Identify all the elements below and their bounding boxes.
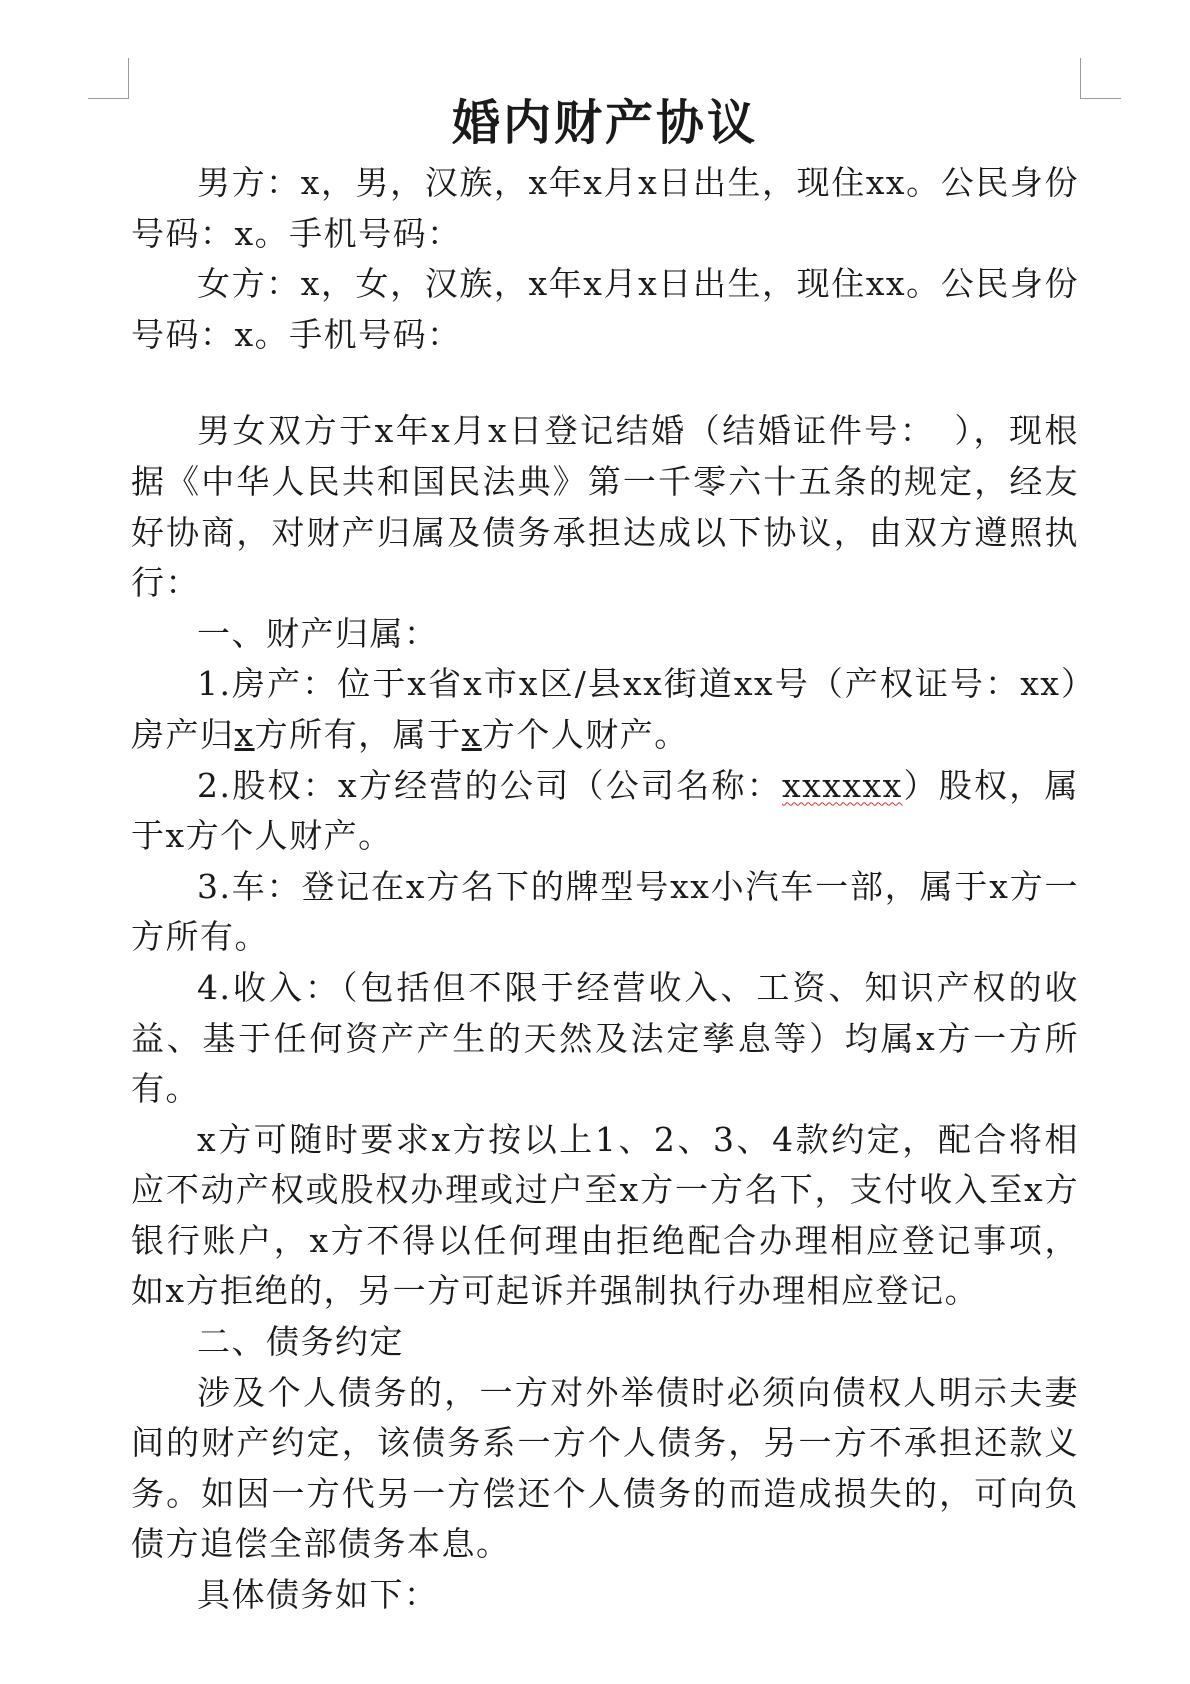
clause-house-prefix: 1.房产：位于x省x市x区/县xx街道xx号（产权证号：xx）房产归 bbox=[131, 664, 1079, 754]
clause-house-middle: 方所有，属于 bbox=[254, 714, 462, 754]
document-title: 婚内财产协议 bbox=[451, 95, 758, 151]
clause-house-suffix: 方个人财产。 bbox=[481, 714, 689, 754]
clause-equity-suffix: ）股权，属于x方个人财产。 bbox=[131, 765, 1079, 856]
party-husband: 男方：x，男，汉族，x年x月x日出生，现住xx。公民身份号码：x。手机号码： bbox=[131, 163, 1079, 253]
clause-car: 3.车：登记在x方名下的牌型号xx小汽车一部，属于x方一方所有。 bbox=[131, 866, 1079, 957]
page-corner-mark-top-left bbox=[88, 58, 129, 99]
page-corner-mark-top-right bbox=[1080, 58, 1121, 99]
clause-equity bbox=[131, 761, 1079, 862]
house-owner-underlined-2: x bbox=[461, 714, 482, 754]
section-heading-debt: 二、债务约定 bbox=[197, 1322, 404, 1362]
blank-line bbox=[131, 360, 1079, 406]
section-heading-property: 一、财产归属： bbox=[197, 613, 439, 653]
clause-income: 4.收入：（包括但不限于经营收入、工资、知识产权的收益、基于任何资产产生的天然及法定孳息等）均属x方一方所有。 bbox=[131, 967, 1079, 1109]
clause-transfer: x方可随时要求x方按以上1、2、3、4款约定，配合将相应不动产权或股权办理或过户至x方一方名下，支付收入至x方银行账户，x方不得以任何理由拒绝配合办理相应登记事项，如x方拒绝的，另一方可起诉并强制执行办理相应登记。 bbox=[131, 1119, 1079, 1311]
debt-paragraph: 涉及个人债务的，一方对外举债时必须向债权人明示夫妻间的财产约定，该债务系一方个人债务，另一方不承担还款义务。如因一方代另一方偿还个人债务的而造成损失的，可向负债方追偿全部债务本息。 bbox=[131, 1372, 1079, 1564]
clause-house bbox=[131, 659, 1079, 760]
company-name-spellcheck[interactable]: xxxxxx bbox=[782, 765, 903, 805]
house-owner-underlined: x bbox=[234, 714, 255, 754]
party-wife: 女方：x，女，汉族，x年x月x日出生，现住xx。公民身份号码：x。手机号码： bbox=[131, 264, 1079, 354]
document-page bbox=[131, 88, 1079, 1621]
clause-equity-prefix: 2.股权：x方经营的公司（公司名称： bbox=[197, 765, 783, 805]
debt-details-label: 具体债务如下： bbox=[197, 1575, 439, 1615]
preamble-paragraph: 男女双方于x年x月x日登记结婚（结婚证件号： ），现根据《中华人民共和国民法典》第一千零六十五条的规定，经友好协商，对财产归属及债务承担达成以下协议，由双方遵照执行： bbox=[131, 411, 1079, 603]
